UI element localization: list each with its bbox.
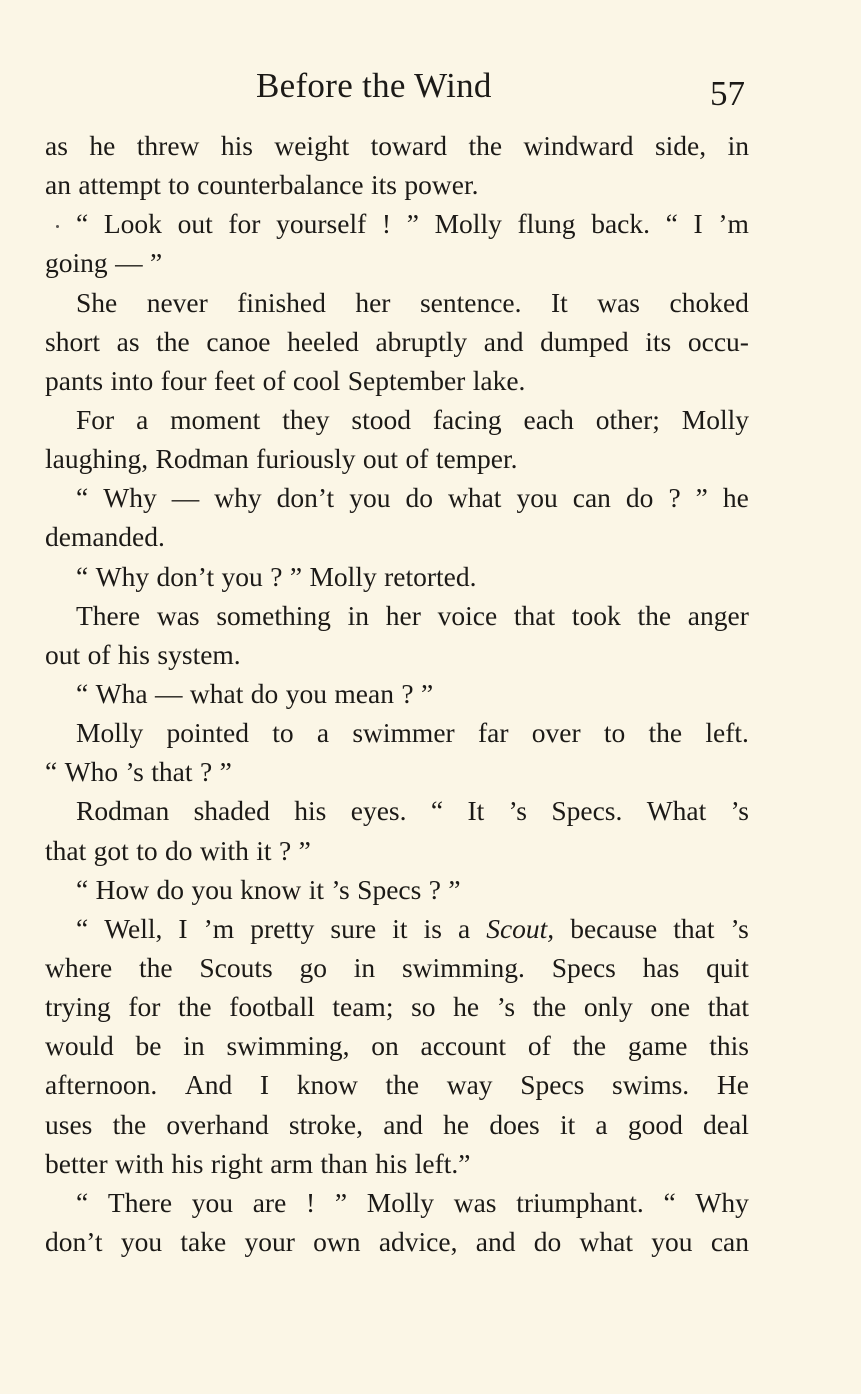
text-line: She never finished her sentence. It was choked bbox=[76, 286, 749, 318]
text-line: trying for the football team; so he ’s the only one that bbox=[45, 991, 749, 1023]
text-line: “ Wha — what do you mean ? ” bbox=[76, 677, 434, 709]
text-line: better with his right arm than his left.” bbox=[45, 1147, 471, 1179]
text-line: “ Why don’t you ? ” Molly retorted. bbox=[76, 560, 477, 592]
page-number: 57 bbox=[710, 74, 745, 113]
text-line: out of his system. bbox=[45, 638, 241, 670]
text-line: uses the overhand stroke, and he does it a good deal bbox=[45, 1108, 749, 1140]
text-line: going — ” bbox=[45, 247, 163, 279]
text-line: pants into four feet of cool September lake. bbox=[45, 364, 526, 396]
text-line: Molly pointed to a swimmer far over to the left. bbox=[76, 717, 749, 749]
running-head bbox=[0, 66, 861, 114]
text-line: an attempt to counterbalance its power. bbox=[45, 169, 479, 201]
text-line: For a moment they stood facing each other; Molly bbox=[76, 403, 749, 435]
text-line: “ Well, I ’m pretty sure it is a Scout, because that ’s bbox=[76, 912, 749, 944]
text-line: where the Scouts go in swimming. Specs has quit bbox=[45, 951, 749, 983]
text-line: “ There you are ! ” Molly was triumphant. “ Why bbox=[76, 1186, 749, 1218]
text-line: don’t you take your own advice, and do what you can bbox=[45, 1225, 749, 1257]
text-line: that got to do with it ? ” bbox=[45, 834, 311, 866]
text-line: “ Look out for yourself ! ” Molly flung back. “ I ’m bbox=[76, 208, 749, 240]
text-line: “ How do you know it ’s Specs ? ” bbox=[76, 873, 461, 905]
text-line: demanded. bbox=[45, 521, 165, 553]
text-line: as he threw his weight toward the windward side, in bbox=[45, 130, 749, 161]
running-title: Before the Wind bbox=[256, 66, 492, 105]
text-line: laughing, Rodman furiously out of temper. bbox=[45, 443, 518, 475]
body-text bbox=[45, 126, 749, 1261]
text-line: short as the canoe heeled abruptly and dumped its occu- bbox=[45, 325, 749, 357]
text-line: “ Why — why don’t you do what you can do ? ” he bbox=[76, 482, 749, 514]
text-line: Rodman shaded his eyes. “ It ’s Specs. What ’s bbox=[76, 795, 749, 827]
text-line: “ Who ’s that ? ” bbox=[45, 756, 232, 788]
text-line: would be in swimming, on account of the game this bbox=[45, 1030, 749, 1062]
text-line: There was something in her voice that took the anger bbox=[76, 599, 749, 631]
text-line: afternoon. And I know the way Specs swims. He bbox=[45, 1069, 749, 1101]
